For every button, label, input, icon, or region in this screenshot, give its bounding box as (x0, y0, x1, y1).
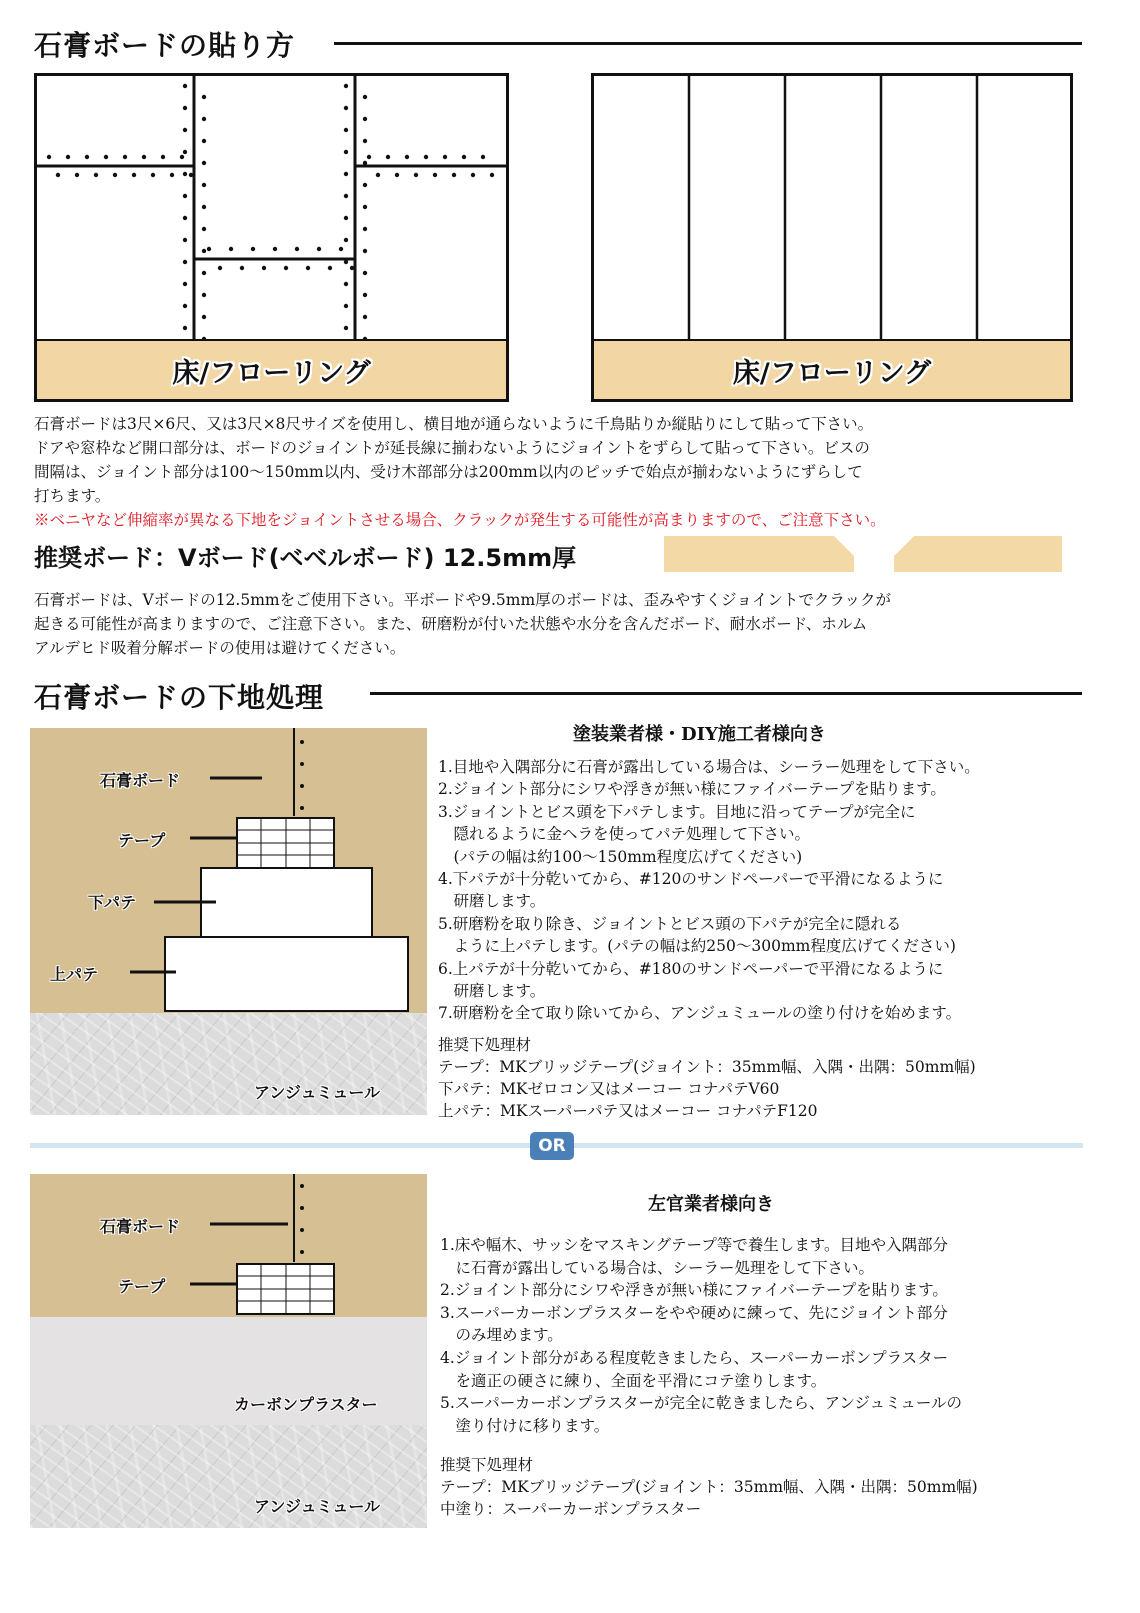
section-rule (334, 42, 1082, 45)
step-line: 4.ジョイント部分がある程度乾きましたら、スーパーカーボンプラスター (440, 1348, 949, 1367)
screw-dot (183, 150, 187, 154)
floor-label: 床/フローリング (172, 357, 371, 389)
screw-dot (85, 155, 89, 159)
screw-dot (462, 155, 466, 159)
screw-dot (344, 172, 348, 176)
materials-heading: 推奨下処理材 (438, 1036, 532, 1054)
screw-dot (142, 155, 146, 159)
screw-dot (183, 260, 187, 264)
layer-drawing (30, 1174, 427, 1324)
screw-dot (170, 173, 174, 177)
step-line: 1.目地や入隅部分に石膏が露出している場合は、シーラー処理をして下さい。 (438, 758, 980, 776)
screw-dot (183, 282, 187, 286)
step-line: 隠れるように金ヘラを使ってパテ処理して下さい。 (438, 825, 811, 844)
screw-dot (363, 315, 367, 319)
screw-dot (452, 173, 456, 177)
screw-dot (161, 155, 165, 159)
warning-text: ※ベニヤなど伸縮率が異なる下地をジョイントさせる場合、クラックが発生する可能性が高まりますので、ご注意下さい。 (34, 511, 886, 529)
screw-dot (202, 95, 206, 99)
recommended-board-description (34, 588, 891, 660)
screw-dot (363, 293, 367, 297)
screw-dot (344, 304, 348, 308)
step-line: 7.研磨粉を全て取り除いてから、アンジュミュールの塗り付けを始めます。 (438, 1004, 962, 1023)
screw-dot (183, 84, 187, 88)
screw-dot (424, 155, 428, 159)
plasterer-materials (440, 1454, 978, 1520)
plasterer-layer-diagram (30, 1174, 427, 1528)
painter-layer-diagram (30, 728, 427, 1115)
or-label: OR (538, 1136, 566, 1156)
screw-dot (183, 326, 187, 330)
floor-strip (37, 339, 506, 399)
screw-dot (350, 266, 354, 270)
screw-dot (240, 266, 244, 270)
screw-dot (306, 266, 310, 270)
screw-dot (104, 155, 108, 159)
plasterer-heading: 左官業者様向き (648, 1194, 774, 1215)
screw-dot (363, 95, 367, 99)
label-finish: アンジュミュール (254, 1083, 381, 1102)
screw-dot (344, 128, 348, 132)
screw-dot (344, 326, 348, 330)
screw-dot (113, 173, 117, 177)
screw-dot (395, 173, 399, 177)
screw-dot (75, 173, 79, 177)
step-line: に石膏が露出している場合は、シーラー処理をして下さい。 (440, 1258, 875, 1277)
screw-dot (481, 155, 485, 159)
materials-heading: 推奨下処理材 (440, 1456, 534, 1474)
screw-dot (344, 84, 348, 88)
step-line: 2.ジョイント部分にシワや浮きが無い様にファイバーテープを貼ります。 (438, 780, 946, 799)
screw-dot (251, 247, 255, 251)
screw-dot (94, 173, 98, 177)
screw-dot (202, 227, 206, 231)
recommend-line: アルデヒド吸着分解ボードの使用は避けてください。 (34, 639, 406, 657)
screw-dot (202, 205, 206, 209)
screw-dot (363, 227, 367, 231)
screw-dot (363, 271, 367, 275)
step-line: 6.上パテが十分乾いてから、#180のサンドペーパーで平滑になるように (438, 959, 944, 978)
material-line: 下パテ：MKゼロコン又はメーコー コナパテV60 (438, 1080, 780, 1098)
step-line: ように上パテします。(パテの幅は約250～300mm程度広げてください) (438, 937, 956, 956)
staggered-board-seams (37, 76, 506, 341)
painter-steps (438, 756, 980, 1025)
label-gypsum-board: 石膏ボード (100, 771, 181, 790)
screw-dot (56, 173, 60, 177)
step-line: 3.ジョイントとビス頭を下パテします。目地に沿ってテープが完全に (438, 802, 916, 821)
section-rule (370, 692, 1082, 695)
screw-dot (189, 173, 193, 177)
screw-dot (151, 173, 155, 177)
description-line: ドアや窓枠など開口部分は、ボードのジョイントが延長線に揃わないようにジョイントをずらして貼って下さい。ビスの (34, 439, 870, 457)
screw-dot (363, 117, 367, 121)
screw-dot (202, 139, 206, 143)
screw-dot (284, 266, 288, 270)
screw-dot (183, 216, 187, 220)
screw-dot (363, 139, 367, 143)
floor-label: 床/フローリング (732, 357, 932, 389)
screw-dot (273, 247, 277, 251)
painter-materials (438, 1034, 976, 1122)
floor-strip (594, 339, 1070, 399)
screw-dot (386, 155, 390, 159)
install-description (34, 412, 886, 532)
screw-dot (229, 247, 233, 251)
screw-dot (376, 173, 380, 177)
screw-dot (344, 238, 348, 242)
screw-dot (363, 205, 367, 209)
description-line: 間隔は、ジョイント部分は100～150mm以内、受け木部部分は200mm以内のピッチで始点が揃わないようにずらして (34, 463, 863, 481)
screw-dot (443, 155, 447, 159)
screw-dot (405, 155, 409, 159)
screw-dot (344, 260, 348, 264)
screw-dot (344, 150, 348, 154)
screw-dot (367, 155, 371, 159)
label-top-putty: 上パテ (50, 965, 99, 984)
screw-dot (202, 315, 206, 319)
step-line: 研磨します。 (438, 982, 546, 1001)
screw-dot (132, 173, 136, 177)
screw-dot (344, 282, 348, 286)
screw-dot (202, 271, 206, 275)
screw-dot (218, 266, 222, 270)
screw-dot (328, 266, 332, 270)
step-line: 3.スーパーカーボンプラスターをやや硬めに練って、先にジョイント部分 (440, 1303, 948, 1322)
screw-dot (207, 247, 211, 251)
screw-dot (262, 266, 266, 270)
screw-dot (183, 172, 187, 176)
screw-dot (414, 173, 418, 177)
screw-dot (202, 293, 206, 297)
label-finish: アンジュミュール (254, 1497, 381, 1516)
step-line: のみ埋めます。 (440, 1326, 563, 1345)
screw-dot (344, 106, 348, 110)
step-line: 4.下パテが十分乾いてから、#120のサンドペーパーで平滑になるように (438, 870, 944, 889)
recommend-line: 起きる可能性が高まりますので、ご注意下さい。また、研磨粉が付いた状態や水分を含んだボード、耐水ボード、ホルム (34, 615, 868, 633)
label-tape: テープ (118, 1277, 166, 1296)
screw-dot (433, 173, 437, 177)
screw-dot (183, 194, 187, 198)
step-line: 5.研磨粉を取り除き、ジョイントとビス頭の下パテが完全に隠れる (438, 914, 902, 933)
screw-dot (47, 155, 51, 159)
screw-dot (183, 304, 187, 308)
recommend-line: 石膏ボードは、Vボードの12.5mmをご使用下さい。平ボードや9.5mm厚のボードは、歪みやすくジョイントでクラックが (34, 591, 892, 609)
label-tape: テープ (118, 831, 166, 850)
step-line: 塗り付けに移ります。 (440, 1416, 610, 1435)
screw-dot (180, 155, 184, 159)
step-line: (パテの幅は約100～150mm程度広げてください) (438, 847, 803, 866)
screw-dot (363, 183, 367, 187)
material-line: 上パテ：MKスーパーパテ又はメーコー コナパテF120 (438, 1102, 818, 1120)
screw-dot (344, 216, 348, 220)
step-line: 5.スーパーカーボンプラスターが完全に乾きましたら、アンジュミュールの (440, 1394, 963, 1413)
description-line: 石膏ボードは3尺×6尺、又は3尺×8尺サイズを使用し、横目地が通らないように千鳥貼りか縦貼りにして貼って下さい。 (34, 415, 874, 433)
or-badge (530, 1132, 574, 1160)
screw-dot (183, 128, 187, 132)
section-title-board-install: 石膏ボードの貼り方 (34, 29, 296, 62)
step-line: を適正の硬さに練り、全面を平滑にコテ塗りします。 (440, 1371, 827, 1390)
screw-dot (123, 155, 127, 159)
screw-dot (66, 155, 70, 159)
screw-dot (202, 117, 206, 121)
screw-dot (471, 173, 475, 177)
screw-dot (490, 173, 494, 177)
screw-dot (344, 194, 348, 198)
bevel-board-illustration (664, 536, 1064, 576)
section-title-base-treatment: 石膏ボードの下地処理 (34, 681, 325, 714)
painter-heading: 塗装業者様・DIY施工者様向き (573, 724, 826, 745)
screw-dot (363, 161, 367, 165)
material-line: テープ：MKブリッジテープ(ジョイント：35mm幅、入隅・出隅：50mm幅) (440, 1478, 978, 1496)
screw-dot (295, 247, 299, 251)
screw-dot (183, 238, 187, 242)
step-line: 研磨します。 (438, 892, 546, 911)
screw-dot (363, 249, 367, 253)
plasterer-steps (440, 1234, 962, 1437)
screw-dot (202, 161, 206, 165)
recommended-board-title: 推奨ボード：Vボード(ベベルボード) 12.5mm厚 (34, 544, 577, 572)
label-carbon-plaster: カーボンプラスター (234, 1395, 378, 1414)
vertical-board-seams (594, 76, 1070, 341)
screw-dot (183, 106, 187, 110)
material-line: 中塗り：スーパーカーボンプラスター (440, 1500, 702, 1518)
screw-dot (202, 183, 206, 187)
label-gypsum-board: 石膏ボード (100, 1217, 181, 1236)
screw-dot (339, 247, 343, 251)
staggered-layout-diagram (34, 73, 509, 402)
material-line: テープ：MKブリッジテープ(ジョイント：35mm幅、入隅・出隅：50mm幅) (438, 1058, 976, 1076)
description-line: 打ちます。 (34, 487, 111, 505)
screw-dot (317, 247, 321, 251)
screw-dot (202, 249, 206, 253)
vertical-layout-diagram (591, 73, 1073, 402)
step-line: 1.床や幅木、サッシをマスキングテープ等で養生します。目地や入隅部分 (440, 1236, 949, 1254)
label-under-putty: 下パテ (88, 893, 137, 912)
step-line: 2.ジョイント部分にシワや浮きが無い様にファイバーテープを貼ります。 (440, 1281, 948, 1300)
